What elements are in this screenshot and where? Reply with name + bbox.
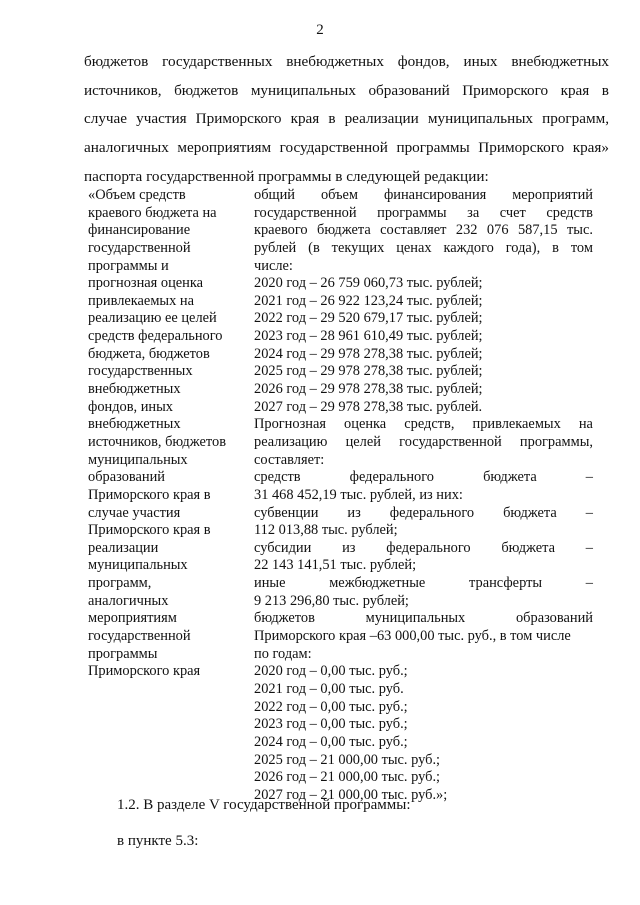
- word: 2024 год – 29 978 278,38 тыс. рублей;: [254, 345, 483, 362]
- word: 2024 год – 0,00 тыс. руб.;: [254, 733, 408, 750]
- word: паспорта государственной программы в следующей редакции:: [84, 167, 489, 185]
- value-line: [254, 699, 593, 717]
- value-line: [254, 522, 593, 540]
- word: 2025 год – 29 978 278,38 тыс. рублей;: [254, 363, 483, 380]
- text-line: [84, 105, 609, 134]
- section-item-paragraph: 1.2. В разделе V государственной программы:: [117, 797, 411, 813]
- value-line: [254, 452, 593, 470]
- word: оценка: [344, 416, 387, 433]
- word: бюджета: [483, 469, 537, 486]
- word: 2023 год – 28 961 610,49 тыс. рублей;: [254, 328, 483, 345]
- value-line: [254, 610, 593, 628]
- word: том: [570, 239, 593, 256]
- word: федерального: [349, 469, 434, 486]
- word: Приморского: [195, 110, 282, 128]
- label-line: государственной: [88, 239, 191, 256]
- word: 2022 год – 0,00 тыс. руб.;: [254, 698, 408, 715]
- word: за: [467, 204, 480, 221]
- word: краевого: [254, 222, 308, 239]
- value-line: [254, 363, 593, 381]
- value-line: [254, 769, 593, 787]
- word: –: [585, 469, 593, 486]
- label-line: внебюджетных: [88, 416, 181, 433]
- label-line: муниципальных: [88, 557, 188, 574]
- passport-field-label: [88, 187, 248, 681]
- word: средств,: [404, 416, 455, 433]
- word: 2027 год – 21 000,00 тыс. руб.»;: [254, 786, 448, 803]
- word: внебюджетных: [286, 53, 384, 70]
- label-line: Приморского края в: [88, 486, 211, 503]
- word: образований: [515, 610, 593, 627]
- word: 2023 год – 0,00 тыс. руб.;: [254, 716, 408, 733]
- word: –: [585, 504, 593, 521]
- word: тыс.: [567, 222, 593, 239]
- word: 2027 год – 29 978 278,38 тыс. рублей.: [254, 398, 483, 415]
- label-line: Приморского края: [88, 663, 201, 680]
- label-line: внебюджетных: [88, 381, 181, 398]
- word: образований: [368, 81, 450, 99]
- word: 2026 год – 29 978 278,38 тыс. рублей;: [254, 381, 483, 398]
- label-line: Приморского края в: [88, 522, 211, 539]
- label-line: мероприятиям: [88, 610, 177, 627]
- label-line: программы и: [88, 257, 169, 274]
- word: муниципальных: [427, 110, 534, 128]
- word: –: [585, 575, 593, 592]
- word: из: [347, 504, 361, 521]
- word: Прогнозная: [254, 416, 326, 433]
- word: бюджета: [501, 539, 556, 556]
- text-line: [84, 77, 609, 106]
- word: Приморского: [478, 139, 565, 157]
- word: 2021 год – 0,00 тыс. руб.: [254, 680, 404, 697]
- value-line: [254, 328, 593, 346]
- label-line: источников, бюджетов: [88, 433, 226, 450]
- value-line: [254, 593, 593, 611]
- word: федерального: [386, 539, 471, 556]
- value-line: [254, 275, 593, 293]
- value-line: [254, 434, 593, 452]
- word: внебюджетных: [511, 53, 609, 70]
- label-line: бюджета, бюджетов: [88, 345, 210, 362]
- word: субсидии: [254, 539, 312, 556]
- word: 2025 год – 21 000,00 тыс. руб.;: [254, 751, 441, 768]
- value-line: [254, 399, 593, 417]
- label-line: образований: [88, 469, 165, 486]
- word: 232: [455, 222, 478, 239]
- word: 2020 год – 26 759 060,73 тыс. рублей;: [254, 275, 483, 292]
- word: 2026 год – 21 000,00 тыс. руб.;: [254, 769, 441, 786]
- value-line: [254, 240, 593, 258]
- word: мероприятий: [512, 187, 593, 203]
- word: 2021 год – 26 922 123,24 тыс. рублей;: [254, 292, 483, 309]
- label-line: реализацию ее целей: [88, 310, 217, 327]
- word: финансирования: [383, 187, 487, 203]
- label-line: краевого бюджета на: [88, 204, 217, 221]
- word: 587,15: [517, 222, 558, 239]
- value-line: [254, 646, 593, 664]
- word: государственных: [162, 53, 273, 70]
- value-line: [254, 258, 593, 276]
- word: 2020 год – 0,00 тыс. руб.;: [254, 663, 408, 680]
- word: средств: [546, 204, 593, 221]
- value-line: [254, 734, 593, 752]
- word: счет: [499, 204, 526, 221]
- word: программы,: [519, 433, 593, 450]
- word: объем: [320, 187, 359, 203]
- word: средств: [254, 469, 301, 486]
- value-line: [254, 187, 593, 205]
- word: края: [290, 110, 320, 128]
- word: составляет:: [254, 451, 325, 468]
- value-line: [254, 663, 593, 681]
- word: в: [328, 110, 336, 128]
- value-line: [254, 540, 593, 558]
- word: случае: [84, 110, 128, 128]
- label-line: аналогичных: [88, 592, 169, 609]
- label-line: средств федерального: [88, 328, 223, 345]
- label-line: государственных: [88, 363, 193, 380]
- value-line: [254, 505, 593, 523]
- text-line: [84, 134, 609, 163]
- word: бюджета: [503, 504, 557, 521]
- passport-field-value: [254, 187, 593, 804]
- word: из: [342, 539, 356, 556]
- word: каждого: [443, 239, 494, 256]
- word: общий: [254, 187, 296, 203]
- word: муниципальных: [250, 81, 356, 99]
- value-line: [254, 205, 593, 223]
- word: привлекаемых: [472, 416, 561, 433]
- label-line: реализации: [88, 539, 159, 556]
- word: рублей: [254, 239, 297, 256]
- word: программ,: [542, 110, 609, 128]
- text-line: [84, 48, 609, 77]
- word: программы: [377, 204, 447, 221]
- label-line: программ,: [88, 575, 152, 592]
- word: в: [552, 239, 559, 256]
- word: бюджета: [317, 222, 371, 239]
- word: бюджетов: [84, 53, 149, 70]
- word: 22 143 141,51 тыс. рублей;: [254, 557, 417, 574]
- word: государственной: [399, 433, 502, 450]
- word: края»: [572, 139, 609, 157]
- word: межбюджетные: [329, 575, 426, 592]
- word: муниципальных: [365, 610, 466, 627]
- value-line: [254, 487, 593, 505]
- word: года),: [505, 239, 541, 256]
- word: –: [585, 539, 593, 556]
- word: ценах: [396, 239, 432, 256]
- word: реализацию: [254, 433, 328, 450]
- value-line: [254, 346, 593, 364]
- word: (в: [308, 239, 320, 256]
- value-line: [254, 575, 593, 593]
- value-line: [254, 293, 593, 311]
- value-line: [254, 381, 593, 399]
- word: 112 013,88 тыс. рублей;: [254, 522, 398, 539]
- label-line: финансирование: [88, 222, 191, 239]
- word: 9 213 296,80 тыс. рублей;: [254, 592, 409, 609]
- word: Приморского: [462, 81, 549, 99]
- word: иные: [254, 575, 286, 592]
- value-line: [254, 222, 593, 240]
- value-line: [254, 752, 593, 770]
- word: составляет: [380, 222, 447, 239]
- label-line: «Объем средств: [88, 187, 186, 203]
- word: 076: [486, 222, 509, 239]
- subitem-paragraph: в пункте 5.3:: [117, 833, 199, 849]
- word: программы: [396, 139, 470, 157]
- intro-paragraph: [84, 48, 609, 191]
- label-line: фондов, иных: [88, 398, 173, 415]
- word: текущих: [331, 239, 385, 256]
- value-line: [254, 416, 593, 434]
- label-line: муниципальных: [88, 451, 188, 468]
- label-line: случае участия: [88, 504, 181, 521]
- word: государственной: [279, 139, 388, 157]
- word: числе:: [254, 257, 293, 274]
- word: реализации: [344, 110, 419, 128]
- word: края: [560, 81, 590, 99]
- word: целей: [345, 433, 381, 450]
- value-line: [254, 310, 593, 328]
- word: трансферты: [469, 575, 543, 592]
- word: источников,: [84, 81, 162, 99]
- word: иных: [463, 53, 498, 70]
- value-line: [254, 628, 593, 646]
- value-line: [254, 681, 593, 699]
- word: федерального: [389, 504, 475, 521]
- word: Приморского края –63 000,00 тыс. руб., в том числе: [254, 628, 571, 645]
- label-line: государственной: [88, 628, 191, 645]
- label-line: программы: [88, 645, 158, 662]
- word: мероприятиям: [177, 139, 272, 157]
- word: аналогичных: [84, 139, 169, 157]
- word: на: [578, 416, 593, 433]
- word: бюджетов: [254, 610, 315, 627]
- word: бюджетов: [174, 81, 239, 99]
- word: 31 468 452,19 тыс. рублей, из них:: [254, 486, 463, 503]
- label-line: привлекаемых на: [88, 292, 194, 309]
- word: фондов,: [397, 53, 450, 70]
- word: государственной: [254, 204, 357, 221]
- label-line: прогнозная оценка: [88, 275, 204, 292]
- value-line: [254, 716, 593, 734]
- word: по годам:: [254, 645, 312, 662]
- value-line: [254, 557, 593, 575]
- word: участия: [136, 110, 187, 128]
- value-line: [254, 469, 593, 487]
- page-number: 2: [316, 22, 324, 38]
- word: 2022 год – 29 520 679,17 тыс. рублей;: [254, 310, 483, 327]
- word: субвенции: [254, 504, 319, 521]
- word: в: [601, 81, 609, 99]
